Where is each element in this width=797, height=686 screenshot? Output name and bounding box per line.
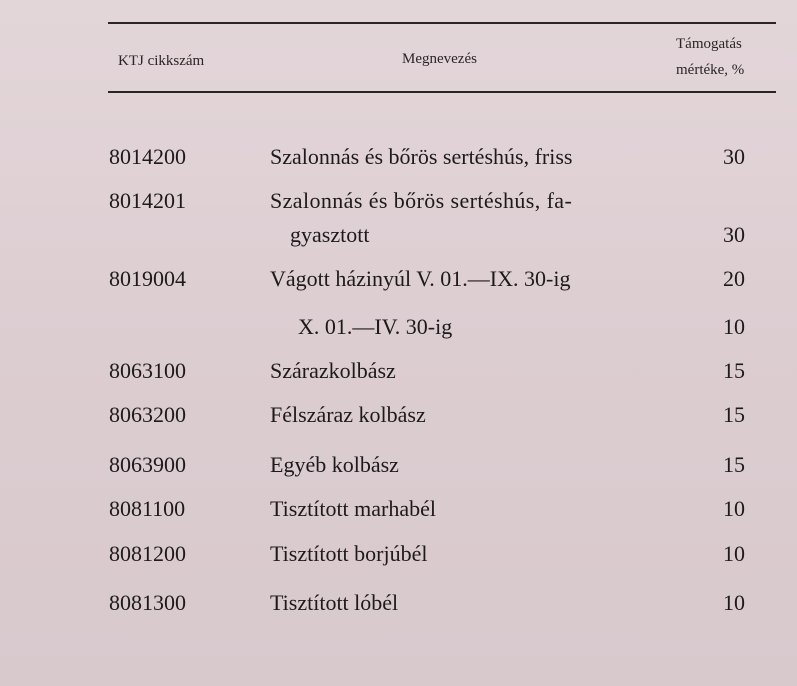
row-code: 8081100 [109, 496, 186, 521]
row-name: Tisztított marhabél [270, 496, 437, 521]
header-code: KTJ cikkszám [118, 53, 205, 69]
table-top-rule [108, 22, 776, 24]
row-sub-value: 10 [723, 314, 745, 339]
row-value: 10 [723, 541, 745, 566]
row-value: 20 [723, 266, 745, 291]
row-code: 8014200 [109, 144, 186, 169]
row-name: Vágott házinyúl V. 01.—IX. 30-ig [270, 266, 571, 291]
row-name: Egyéb kolbász [270, 452, 399, 477]
row-name: Szárazkolbász [270, 358, 396, 383]
row-code: 8014201 [109, 188, 186, 213]
row-code: 8019004 [109, 266, 186, 291]
row-value: 15 [723, 452, 745, 477]
row-name: Félszáraz kolbász [270, 402, 426, 427]
table-header-rule [108, 91, 776, 93]
row-code: 8081200 [109, 541, 186, 566]
header-support-line1: Támogatás [676, 36, 742, 52]
header-name: Megnevezés [402, 51, 477, 67]
row-value: 15 [723, 358, 745, 383]
row-value: 15 [723, 402, 745, 427]
row-code: 8063900 [109, 452, 186, 477]
header-support-line2: mértéke, % [676, 62, 745, 78]
row-name: Tisztított lóbél [270, 590, 399, 615]
row-code: 8063200 [109, 402, 186, 427]
row-value: 10 [723, 496, 745, 521]
row-code: 8081300 [109, 590, 186, 615]
row-value: 30 [723, 144, 745, 169]
row-name-continuation: gyasztott [290, 222, 370, 247]
row-name: Szalonnás és bőrös sertéshús, friss [270, 144, 573, 169]
row-code: 8063100 [109, 358, 186, 383]
row-sub-name: X. 01.—IV. 30-ig [298, 314, 453, 339]
row-value: 30 [723, 222, 745, 247]
row-name: Szalonnás és bőrös sertéshús, fa- [270, 188, 573, 213]
row-value: 10 [723, 590, 745, 615]
row-name: Tisztított borjúbél [270, 541, 428, 566]
